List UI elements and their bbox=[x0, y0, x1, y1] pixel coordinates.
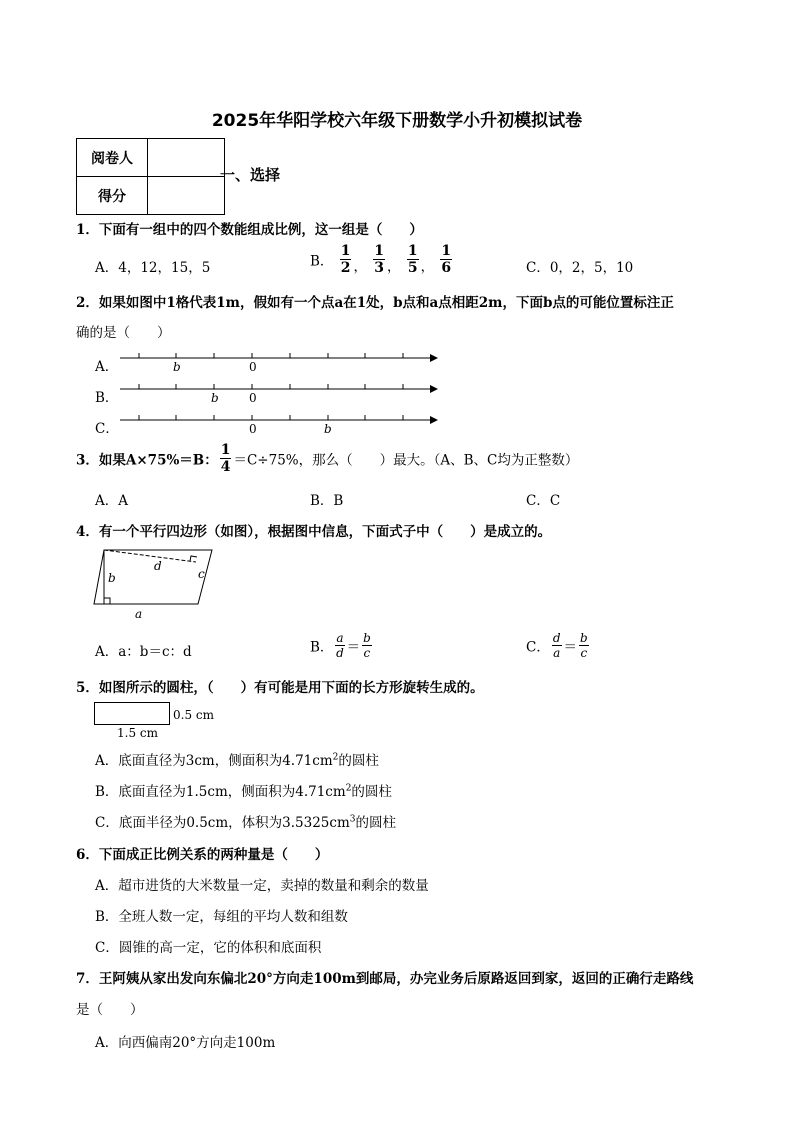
line-b-zero-label: 0 bbox=[249, 391, 257, 405]
reviewer-cell[interactable] bbox=[148, 139, 225, 177]
q5-rect-height: 0.5 cm bbox=[173, 708, 214, 722]
number-line-b bbox=[120, 384, 438, 405]
q1-frac-1: $\frac{1}{2}$ bbox=[340, 243, 351, 276]
q4-option-c[interactable]: C． $\frac{d}{a}$ ＝ $\frac{b}{c}$ bbox=[526, 631, 588, 660]
number-line-c bbox=[120, 415, 438, 436]
reviewer-label: 阅卷人 bbox=[77, 139, 148, 177]
line-a-zero-label: 0 bbox=[249, 360, 257, 374]
line-b-b-label: b bbox=[211, 391, 219, 405]
fig-label-b: b bbox=[108, 571, 116, 585]
exam-title: 2025年华阳学校六年级下册数学小升初模拟试卷 bbox=[211, 111, 583, 131]
q1-option-c[interactable]: C．0，2，5，10 bbox=[526, 260, 634, 276]
score-label: 得分 bbox=[77, 177, 148, 215]
q1-frac-3: $\frac{1}{5}$ bbox=[407, 243, 418, 276]
q1-frac-4: $\frac{1}{6}$ bbox=[441, 243, 452, 276]
q3-option-c[interactable]: C．C bbox=[526, 493, 561, 509]
q7-stem-line1: 7．王阿姨从家出发向东偏北20°方向走100m到邮局，办完业务后原路返回到家，返回的正确行走路线 bbox=[76, 971, 694, 987]
score-table bbox=[76, 138, 225, 215]
q5-option-c[interactable]: C．底面半径为0.5cm，体积为$3.5325cm^3$的圆柱 bbox=[95, 814, 396, 831]
number-line-a bbox=[120, 353, 438, 374]
q2-option-c-label[interactable]: C． bbox=[95, 421, 119, 437]
q7-stem-line2: 是（ ） bbox=[76, 1002, 144, 1018]
q1-option-a[interactable]: A．4，12，15，5 bbox=[95, 260, 211, 276]
q3-stem: 3．如果A×75%＝B： $\frac{1}{4}$ ＝C÷75%，那么（ ）最大。（A、B、C均为正整数） bbox=[76, 442, 579, 475]
q2-stem-line2: 确的是（ ） bbox=[76, 325, 171, 341]
q4-option-b[interactable]: B． $\frac{a}{d}$ ＝ $\frac{b}{c}$ bbox=[310, 631, 371, 660]
q5-option-b[interactable]: B．底面直径为1.5cm，侧面积为$4.71cm^2$的圆柱 bbox=[95, 783, 392, 800]
q1-frac-2: $\frac{1}{3}$ bbox=[374, 243, 385, 276]
q5-rectangle bbox=[94, 702, 170, 725]
fig-label-c: c bbox=[198, 567, 205, 581]
q6-stem: 6．下面成正比例关系的两种量是（ ） bbox=[76, 847, 329, 863]
q3-option-b[interactable]: B．B bbox=[310, 493, 344, 509]
q5-rect-width: 1.5 cm bbox=[117, 726, 158, 740]
q2-number-lines bbox=[110, 348, 440, 438]
q1-stem: 1．下面有一组中的四个数能组成比例，这一组是（ ） bbox=[76, 222, 423, 238]
q6-option-c[interactable]: C．圆锥的高一定，它的体积和底面积 bbox=[95, 940, 322, 956]
q5-option-a[interactable]: A．底面直径为3cm，侧面积为$4.71cm^2$的圆柱 bbox=[95, 752, 379, 769]
q2-option-b-label[interactable]: B． bbox=[95, 390, 119, 406]
q6-option-a[interactable]: A．超市进货的大米数量一定，卖掉的数量和剩余的数量 bbox=[95, 878, 429, 894]
q4-parallelogram-figure bbox=[88, 546, 218, 622]
q3-option-a[interactable]: A．A bbox=[95, 493, 128, 509]
score-cell[interactable] bbox=[148, 177, 225, 215]
section-heading: 一、选择 bbox=[220, 166, 281, 184]
q3-frac: $\frac{1}{4}$ bbox=[220, 442, 231, 475]
q5-stem: 5．如图所示的圆柱，（ ）有可能是用下面的长方形旋转生成的。 bbox=[76, 680, 484, 696]
fig-label-d: d bbox=[154, 559, 162, 573]
q2-stem-line1: 2．如果如图中1格代表1m，假如有一个点a在1处，b点和a点相距2m，下面b点的可能位置标注正 bbox=[76, 295, 674, 311]
q4-option-a[interactable]: A．a：b＝c：d bbox=[95, 644, 192, 660]
q7-option-a[interactable]: A．向西偏南20°方向走100m bbox=[95, 1035, 276, 1051]
q2-option-a-label[interactable]: A． bbox=[95, 359, 119, 375]
q1-option-b[interactable]: B． $\frac{1}{2}$ ， $\frac{1}{3}$ ， $\frac{1}{5}$ ， $\frac{1}{6}$ bbox=[310, 243, 452, 276]
q4-stem: 4．有一个平行四边形（如图），根据图中信息，下面式子中（ ）是成立的。 bbox=[76, 524, 552, 540]
line-c-zero-label: 0 bbox=[249, 422, 257, 436]
q6-option-b[interactable]: B．全班人数一定，每组的平均人数和组数 bbox=[95, 909, 348, 925]
fig-label-a: a bbox=[135, 607, 143, 621]
line-c-b-label: b bbox=[324, 422, 332, 436]
line-a-b-label: b bbox=[173, 360, 181, 374]
